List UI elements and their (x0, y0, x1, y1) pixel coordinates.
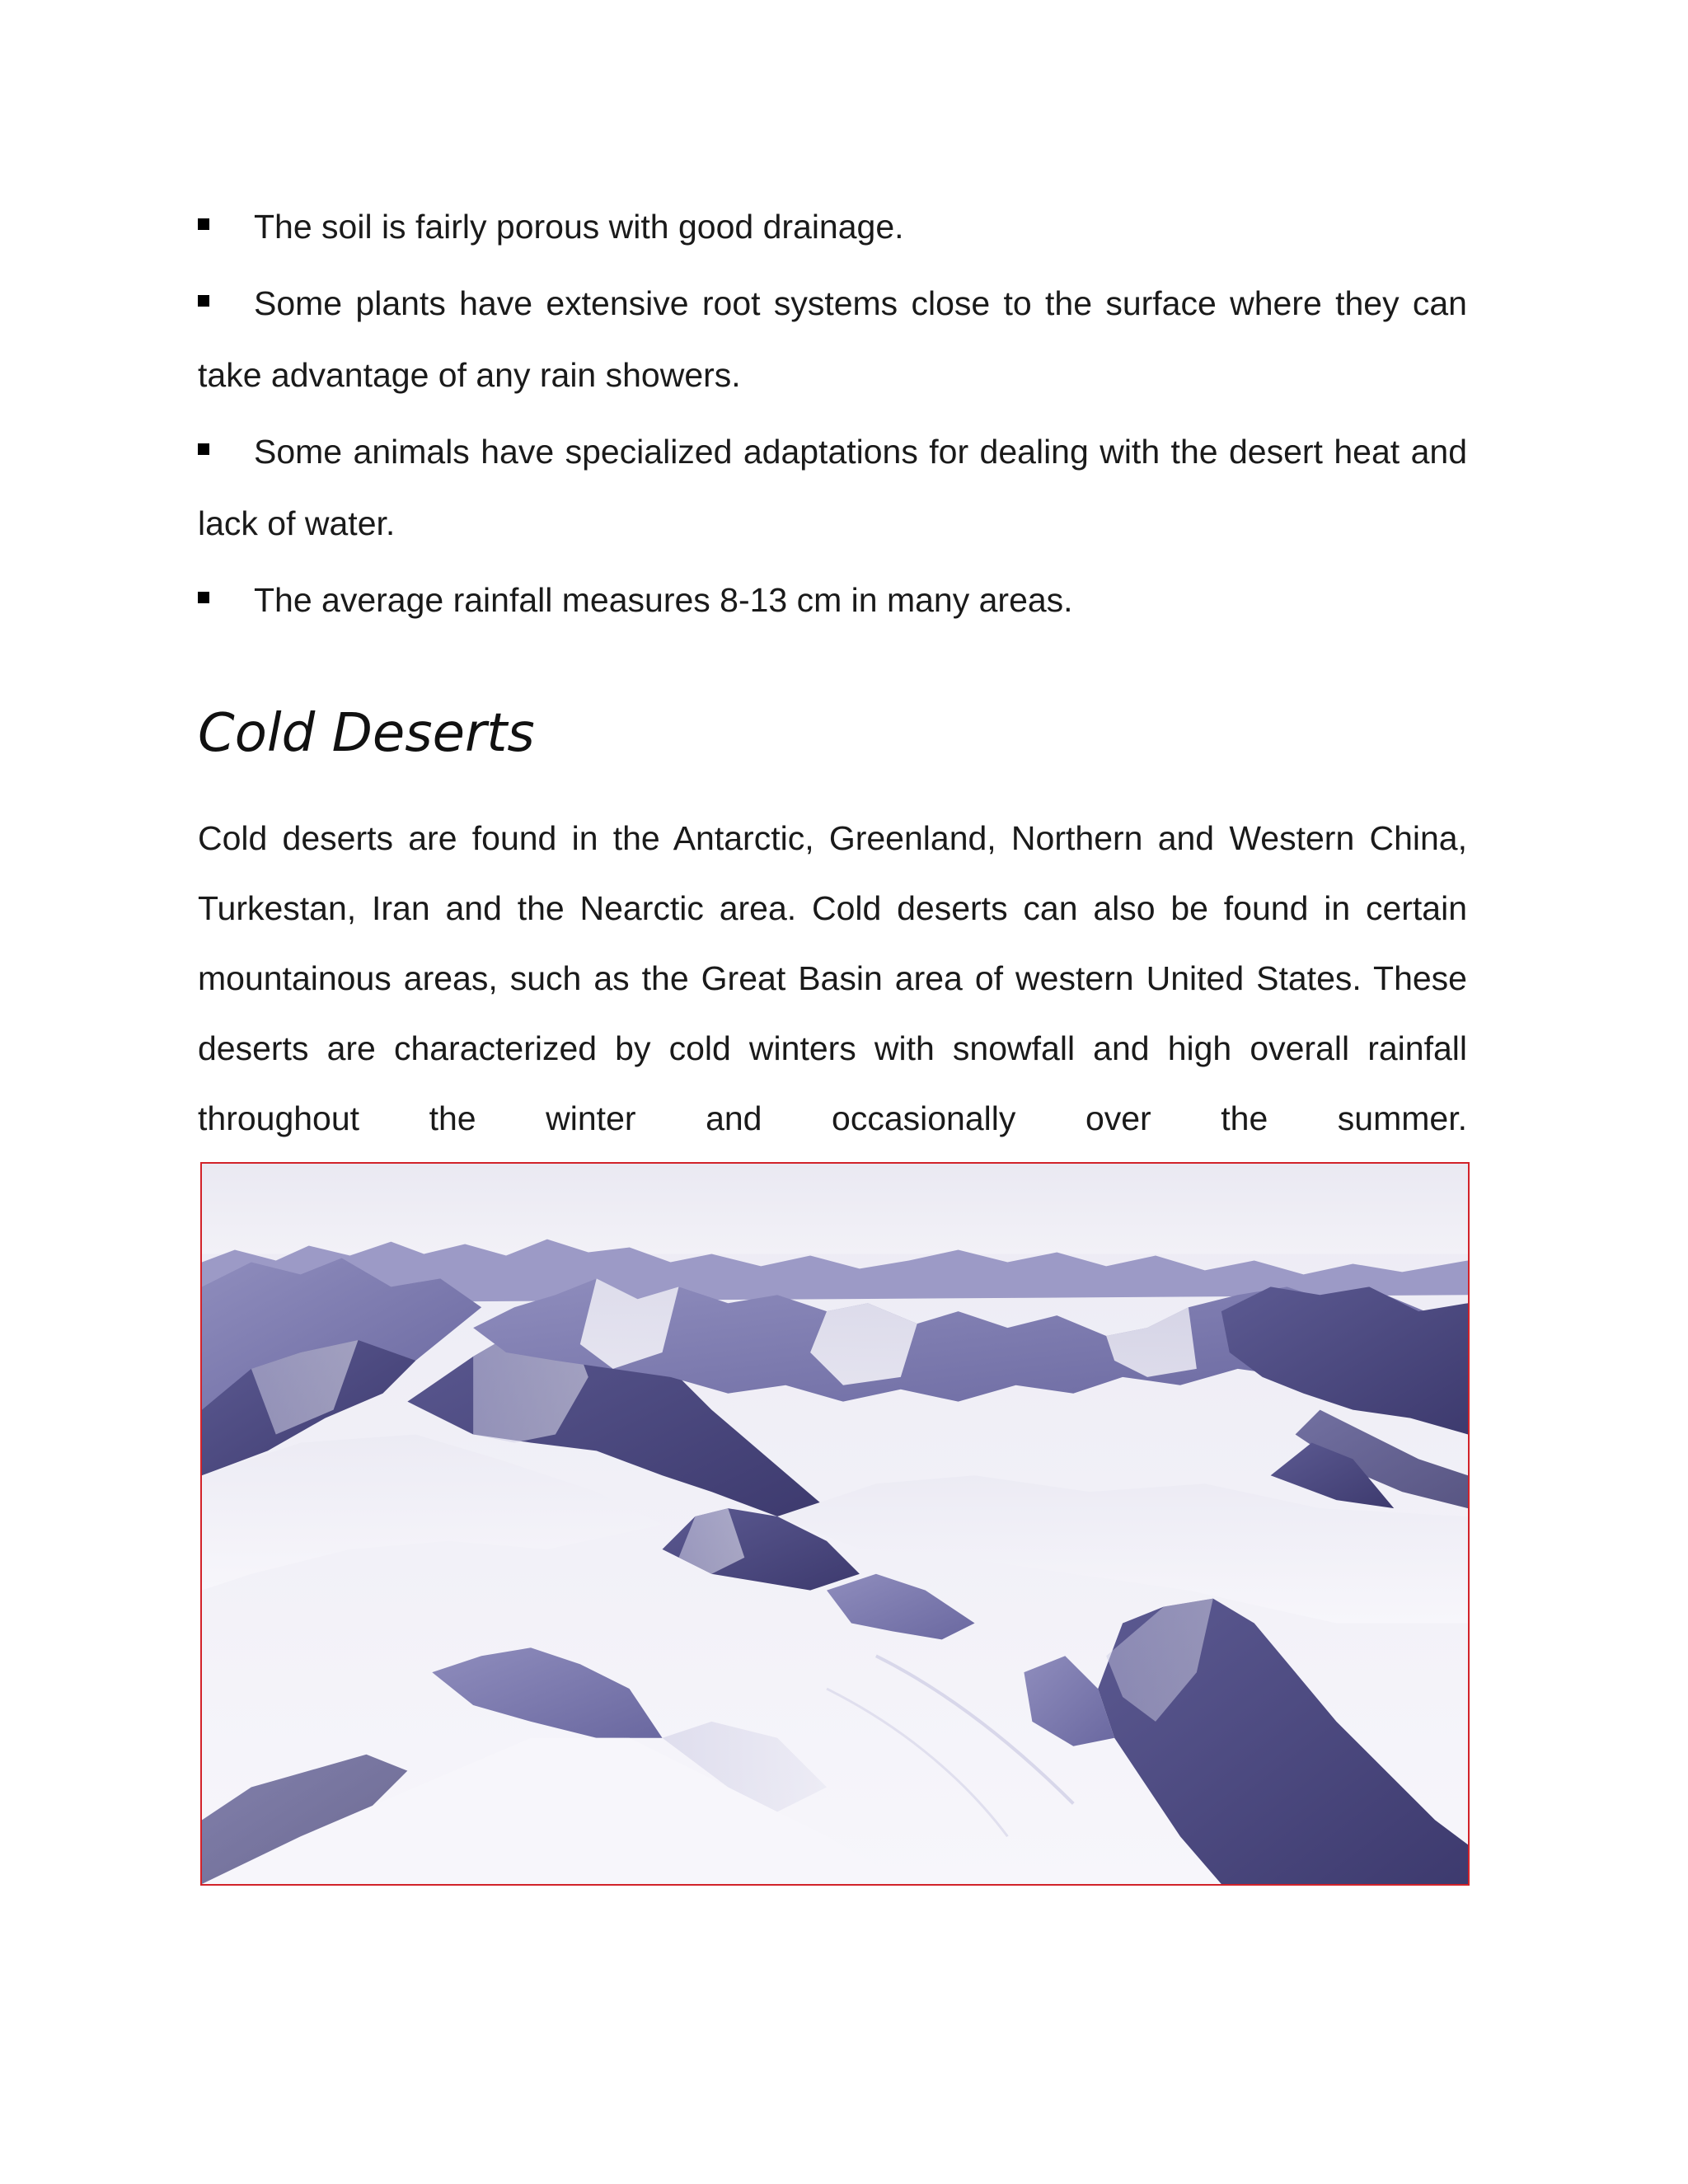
bullet-text: Some animals have specialized adaptations for dealing with the desert heat and lack of water. (198, 433, 1467, 542)
bullet-item (198, 565, 1467, 636)
square-bullet-icon (198, 443, 209, 455)
bullet-list (198, 191, 1467, 641)
square-bullet-icon (198, 295, 209, 307)
bullet-text: The soil is fairly porous with good drainage. (254, 208, 904, 246)
bullet-item (198, 416, 1467, 560)
snow-mountains-photo (200, 1162, 1470, 1886)
section-paragraph: Cold deserts are found in the Antarctic, Greenland, Northern and Western China, Turkestan, Iran and the Nearctic area. Cold deserts can also be found in certain mountainous areas, such as the Great Basin area of western United States. These deserts are characterized by cold winters with snowfall and high overall rainfall throughout the winter and occasionally over the summer. (198, 819, 1467, 1137)
bullet-item (198, 268, 1467, 411)
bullet-text: The average rainfall measures 8-13 cm in many areas. (254, 581, 1073, 619)
mountain-illustration (202, 1164, 1468, 1884)
bullet-text: Some plants have extensive root systems close to the surface where they can take advantage of any rain showers. (198, 284, 1467, 394)
square-bullet-icon (198, 592, 209, 603)
bullet-item (198, 191, 1467, 263)
section-heading: Cold Deserts (198, 703, 535, 764)
square-bullet-icon (198, 218, 209, 230)
